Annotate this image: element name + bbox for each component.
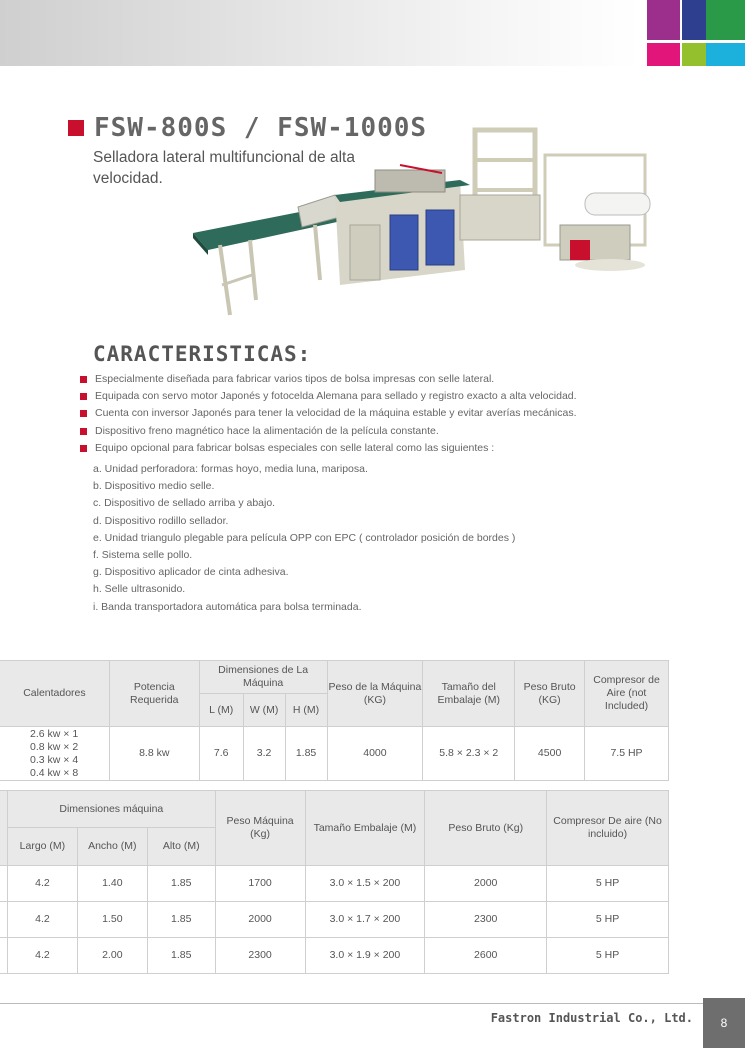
title-bullet-icon [68,120,84,136]
col-ancho: Ancho (M) [77,828,147,866]
section-title: CARACTERISTICAS: [93,342,312,366]
table-row [0,727,669,781]
cell-heaters: 2.6 kw × 1 0.8 kw × 2 0.3 kw × 4 0.4 kw × 8 [0,727,109,781]
option-item: b. Dispositivo medio selle. [93,480,215,493]
col-gross: Peso Bruto (KG) [515,661,585,727]
option-item: f. Sistema selle pollo. [93,549,193,562]
col-h: H (M) [285,694,327,727]
cell-compressor: 7.5 HP [585,727,669,781]
col-largo: Largo (M) [7,828,77,866]
cell-w: 3.2 [243,727,285,781]
feature-item: Cuenta con inversor Japonés para tener la velocidad de la máquina estable y evitar averías mecánicas. [80,405,577,422]
options-list [93,461,515,616]
col-l: L (M) [199,694,243,727]
col-dims: Dimensiones máquina [7,791,215,828]
bullet-icon [80,376,87,383]
col-weight: Peso de la Máquina (KG) [327,661,423,727]
col-w: W (M) [243,694,285,727]
option-item: h. Selle ultrasonido. [93,583,186,596]
col-blank [0,791,7,866]
bullet-icon [80,410,87,417]
machine-illustration [190,125,660,340]
cell-compressor: 5 HP [547,866,669,902]
cell-gross: 2000 [425,866,547,902]
cell-ancho: 1.40 [77,866,147,902]
cell-l: 7.6 [199,727,243,781]
color-square-purple [647,0,680,40]
col-packing: Tamaño del Embalaje (M) [423,661,515,727]
footer-divider [0,1003,745,1004]
cell-alto: 1.85 [147,866,215,902]
bullet-icon [80,393,87,400]
cell-ancho: 1.50 [77,902,147,938]
color-square-green [706,0,745,40]
cell-largo: 4.2 [7,902,77,938]
page-subtitle: Selladora lateral multifuncional de alta velocidad. [93,149,355,187]
cell-weight: 2000 [215,902,305,938]
option-item: c. Dispositivo de sellado arriba y abajo. [93,497,276,510]
table-row [0,902,669,938]
option-item: a. Unidad perforadora: formas hoyo, media luna, mariposa. [93,463,368,475]
feature-item: Especialmente diseñada para fabricar varios tipos de bolsa impresas con selle lateral. [80,371,577,388]
cell-packing: 5.8 × 2.3 × 2 [423,727,515,781]
color-square-pink [647,43,680,66]
col-heaters: Calentadores [0,661,109,727]
cell-alto: 1.85 [147,902,215,938]
cell-packing: 3.0 × 1.5 × 200 [305,866,425,902]
option-item: e. Unidad triangulo plegable para película OPP con EPC ( controlador posición de bordes ) [93,531,516,544]
page-title: FSW-800S / FSW-1000S [94,113,428,143]
bullet-icon [80,428,87,435]
option-item: i. Banda transportadora automática para bolsa terminada. [93,600,362,613]
cell-gross: 4500 [515,727,585,781]
header-gradient-band [0,0,640,66]
cell-compressor: 5 HP [547,902,669,938]
feature-item: Equipada con servo motor Japonés y fotocelda Alemana para sellado y registro exacto a alta velocidad. [80,388,577,405]
table-row [0,938,669,974]
company-name: Fastron Industrial Co., Ltd. [490,1011,693,1025]
option-item: d. Dispositivo rodillo sellador. [93,514,229,527]
cell-alto: 1.85 [147,938,215,974]
features-list [80,371,577,457]
col-alto: Alto (M) [147,828,215,866]
col-dims: Dimensiones de La Máquina [199,661,327,694]
cell-h: 1.85 [285,727,327,781]
col-packing: Tamaño Embalaje (M) [305,791,425,866]
cell-largo: 4.2 [7,938,77,974]
spec-table-1 [0,660,669,781]
spec-table-2 [0,790,669,974]
option-item: g. Dispositivo aplicador de cinta adhesiva. [93,566,289,579]
feature-item: Dispositivo freno magnético hace la alimentación de la película constante. [80,423,577,440]
col-gross: Peso Bruto (Kg) [425,791,547,866]
cell-gross: 2600 [425,938,547,974]
col-compressor: Compresor de Aire (not Included) [585,661,669,727]
cell-weight: 2300 [215,938,305,974]
feature-item: Equipo opcional para fabricar bolsas especiales con selle lateral como las siguientes : [80,440,577,457]
cell-power: 8.8 kw [109,727,199,781]
cell-packing: 3.0 × 1.9 × 200 [305,938,425,974]
cell-compressor: 5 HP [547,938,669,974]
col-power: Potencia Requerida [109,661,199,727]
cell-packing: 3.0 × 1.7 × 200 [305,902,425,938]
color-square-cyan [706,43,745,66]
bullet-icon [80,445,87,452]
col-compressor: Compresor De aire (No incluido) [547,791,669,866]
cell-weight: 1700 [215,866,305,902]
cell-ancho: 2.00 [77,938,147,974]
cell-weight: 4000 [327,727,423,781]
page-number: 8 [703,998,745,1048]
cell-gross: 2300 [425,902,547,938]
col-weight: Peso Máquina (Kg) [215,791,305,866]
cell-largo: 4.2 [7,866,77,902]
table-row [0,866,669,902]
